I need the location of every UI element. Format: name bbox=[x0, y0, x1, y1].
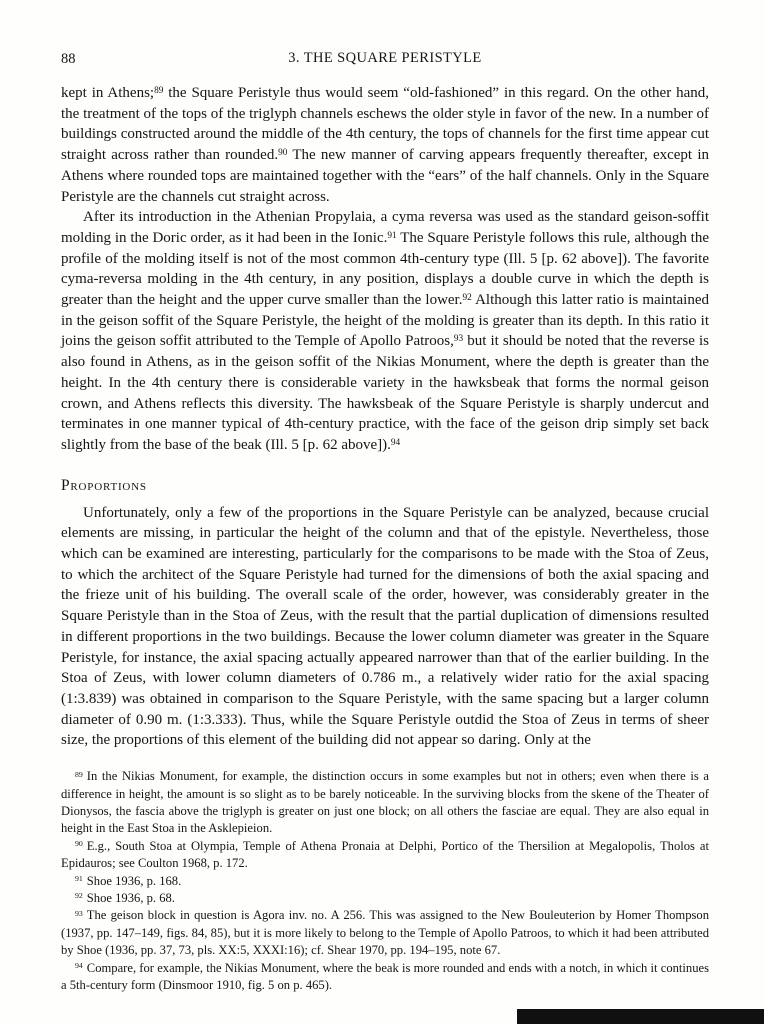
footnote-text: Shoe 1936, p. 68. bbox=[86, 890, 175, 905]
scan-artifact-bar bbox=[517, 1009, 764, 1024]
body-paragraph-3: Unfortunately, only a few of the proportions in the Square Peristyle can be analyzed, because crucial elements are missing, in particular the height of the column and that of the epistyle. Nevertheless, those which can be examined are interesting, particularly for the comparisons to be made with the Stoa of Zeus, to which the architect of the Square Peristyle had turned for the dimensions of both the axial spacing and the frieze unit of his building. The overall scale of the order, however, was considerably greater in the Square Peristyle than in the Stoa of Zeus, with the result that the partial duplication of dimensions resulted in different proportions in the two buildings. Because the lower column diameter was greater in the Square Peristyle, for instance, the axial spacing actually appeared narrower than that of the earlier building. In the Stoa of Zeus, with lower column diameters of 0.786 m., a relatively wider ratio for the axial spacing (1:3.839) was obtained in comparison to the Square Peristyle, with the same spacing but a larger column diameter of 0.90 m. (1:3.333). Thus, while the Square Peristyle outdid the Stoa of Zeus in terms of sheer size, the proportions of this element of the building did not appear so daring. Only at the bbox=[61, 504, 709, 749]
footnote-number: 94 bbox=[75, 961, 83, 971]
footnote-number: 92 bbox=[75, 891, 83, 901]
footnote-91 bbox=[61, 873, 709, 890]
page-number: 88 bbox=[61, 51, 76, 67]
footnote-text: Compare, for example, the Nikias Monument, where the beak is more rounded and ends with a notch, in which it continues a 5th-century form (Dinsmoor 1910, fig. 5 on p. 465). bbox=[61, 960, 709, 992]
footnote-text: Shoe 1936, p. 168. bbox=[86, 873, 182, 888]
body-paragraph-2: After its introduction in the Athenian Propylaia, a cyma reversa was used as the standard geison-soffit molding in the Doric order, as it had been in the Ionic.$^{91}$ The Square Peristyle follows this rule, although the profile of the molding itself is not of the most common 4th-century type (Ill. 5 [p. 62 above]). The favorite cyma-reversa molding in the 4th century, in any position, displays a double curve in which the depth is greater than the height and the upper curve smaller than the lower.$^{92}$ Although this latter ratio is maintained in the geison soffit of the Square Peristyle, the height of the molding is greater than its depth. In this ratio it joins the geison soffit attributed to the Temple of Apollo Patroos,$^{93}$ but it should be noted that the reverse is also found in Athens, as in the geison soffit of the Nikias Monument, where the depth is greater than the height. In the 4th century there is considerable variety in the hawksbeak that forms the normal geison crown, and Athens reflects this diversity. The hawksbeak of the Square Peristyle is sharply undercut and terminates in one manner typical of 4th-century practice, with the face of the geison drip simply set back slightly from the base of the beak (Ill. 5 [p. 62 above]).$^{94}$ bbox=[61, 209, 709, 453]
footnote-ref: 89 bbox=[154, 85, 164, 96]
footnote-ref: 92 bbox=[462, 292, 472, 303]
footnote-89 bbox=[61, 768, 709, 838]
footnote-number: 91 bbox=[75, 874, 83, 884]
body-text bbox=[61, 83, 709, 751]
footnote-number: 89 bbox=[75, 769, 83, 779]
footnote-94 bbox=[61, 960, 709, 995]
body-paragraph-1: kept in Athens;$^{89}$ the Square Peristyle thus would seem “old-fashioned” in this regard. On the other hand, the treatment of the tops of the triglyph channels eschews the older style in favor of the new. In a number of buildings constructed around the middle of the 4th century, the tops of channels for the first time appear cut straight across rather than rounded.$^{90}$ The new manner of carving appears frequently thereafter, except in Athens where rounded tops are maintained together with the “ears” of the half channels. Only in the Square Peristyle are the channels cut straight across. bbox=[61, 85, 709, 205]
footnote-ref: 94 bbox=[390, 437, 401, 448]
footnote-text: The geison block in question is Agora inv. no. A 256. This was assigned to the New Bouleuterion by Homer Thompson (1937, pp. 147–149, figs. 84, 85), but it is more likely to belong to the Temple of Apollo Patroos, to which it had been attributed by Shoe (1936, pp. 37, 73, pls. XX:5, XXXI:16); cf. Shear 1970, pp. 194–195, note 67. bbox=[61, 908, 709, 958]
footnote-number: 90 bbox=[75, 839, 83, 849]
footnotes bbox=[61, 768, 709, 994]
footnote-ref: 93 bbox=[453, 334, 464, 345]
section-heading-proportions: Proportions bbox=[61, 476, 147, 494]
page-header bbox=[61, 50, 709, 70]
footnote-ref: 90 bbox=[278, 147, 288, 158]
footnote-text: In the Nikias Monument, for example, the distinction occurs in some examples but not in others; even when there is a difference in height, the amount is so slight as to be barely noticeable. In the surviving blocks from the skene of the Theater of Dionysos, the fascia above the triglyph is greater on just one block; on all others the fasciae are equal. They are also equal in height in the East Stoa in the Asklepieion. bbox=[61, 769, 709, 836]
footnote-number: 93 bbox=[75, 908, 83, 918]
footnote-ref: 91 bbox=[387, 230, 397, 241]
text-block bbox=[61, 50, 709, 994]
footnote-92 bbox=[61, 890, 709, 907]
footnote-text: E.g., South Stoa at Olympia, Temple of Athena Pronaia at Delphi, Portico of the Thersilion at Megalopolis, Tholos at Epidauros; see Coulton 1968, p. 172. bbox=[61, 838, 709, 871]
footnote-93 bbox=[61, 907, 709, 959]
footnote-90 bbox=[61, 838, 709, 873]
running-head: 3. THE SQUARE PERISTYLE bbox=[288, 50, 482, 66]
